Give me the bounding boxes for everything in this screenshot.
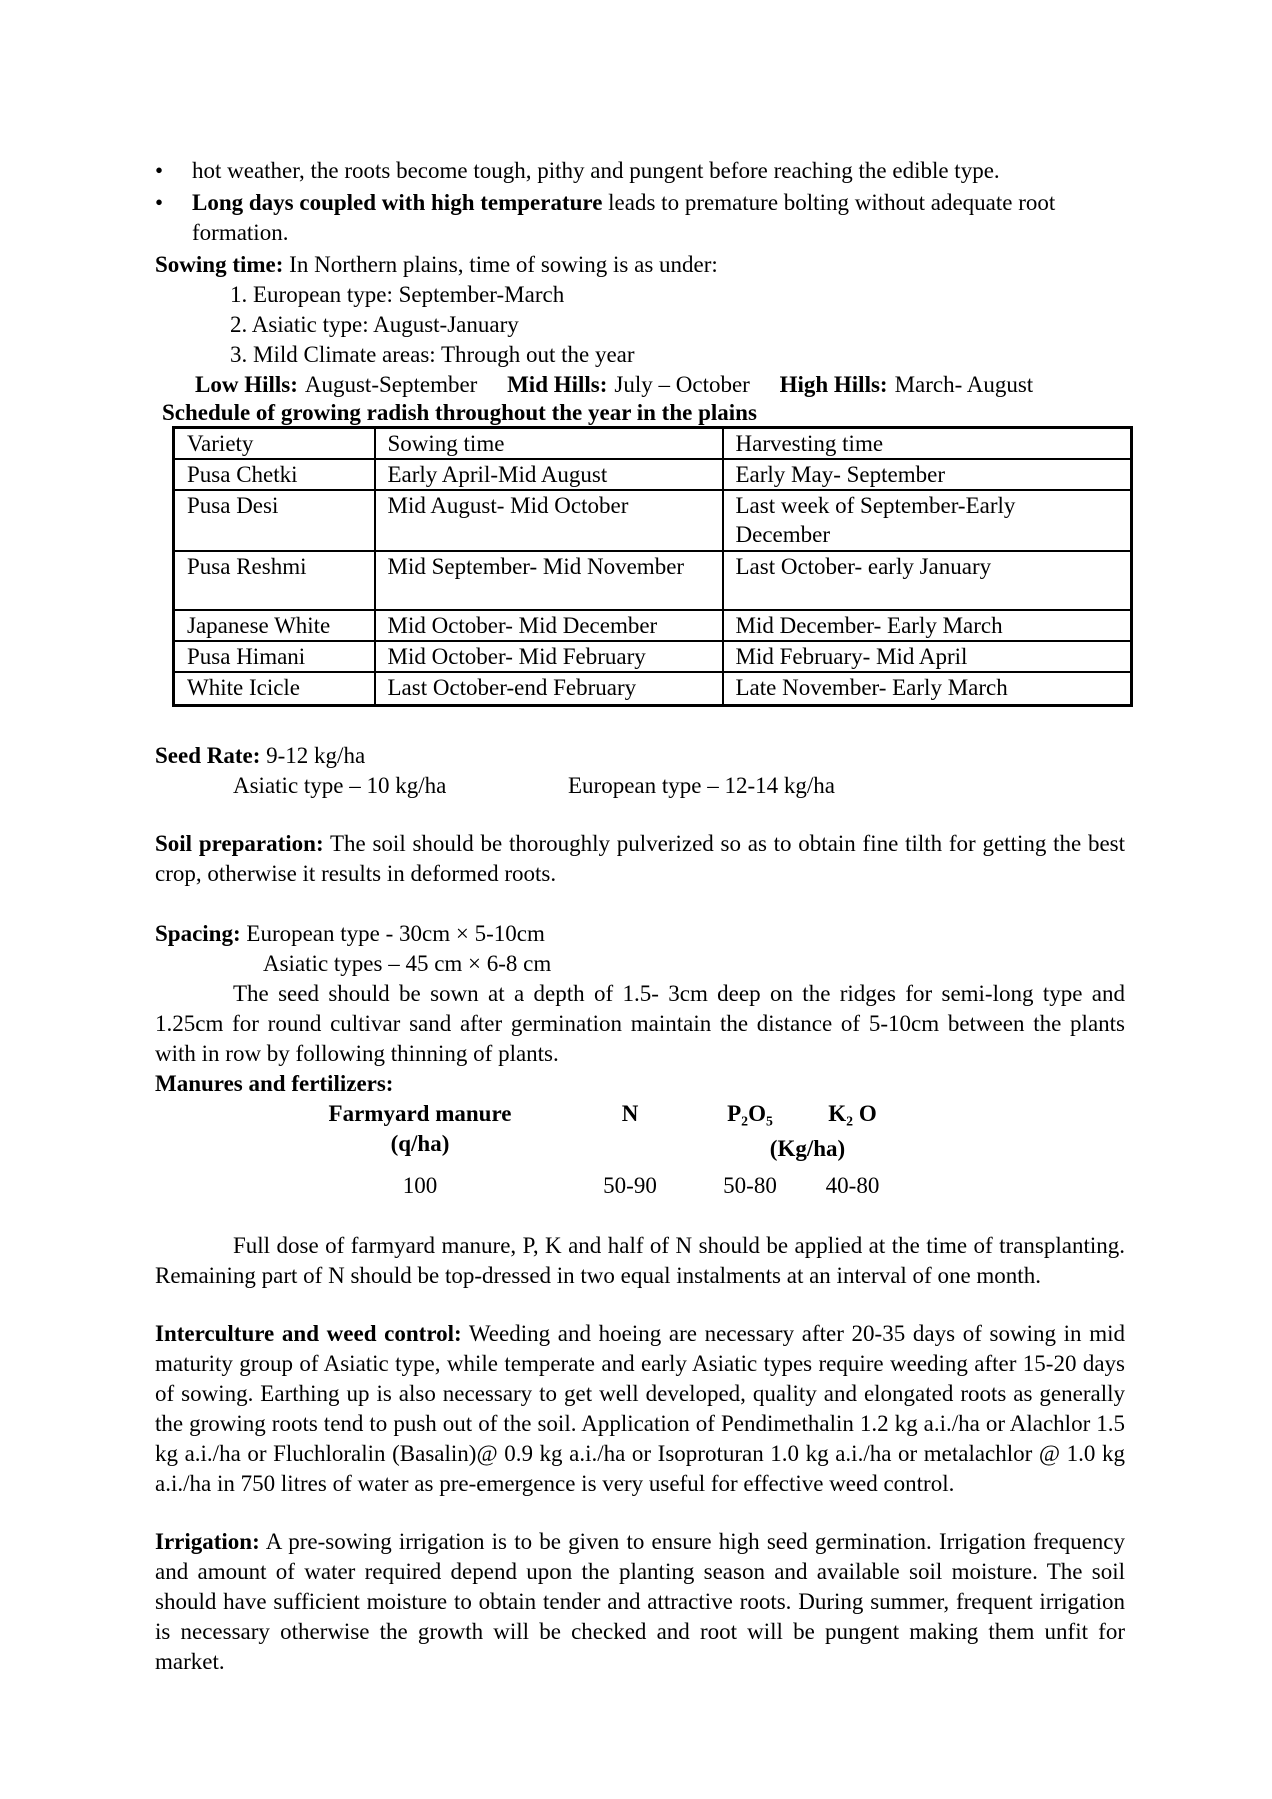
bullet-icon: • — [155, 190, 164, 215]
table-cell: Early May- September — [723, 459, 1132, 490]
manures-heading: Manures and fertilizers: — [155, 1070, 394, 1096]
table-cell: Mid August- Mid October — [375, 490, 723, 551]
seed-rate-line — [155, 741, 1125, 771]
table-cell: Mid October- Mid February — [375, 641, 723, 672]
table-cell: Last October- early January — [723, 551, 1132, 610]
sowing-time-text: In Northern plains, time of sowing is as under: — [283, 252, 718, 277]
fertilizer-header-row — [155, 1099, 1125, 1129]
high-hills-value: March- August — [894, 372, 1034, 397]
table-cell: Early April-Mid August — [375, 459, 723, 490]
seed-rate-value: 9-12 kg/ha — [260, 742, 366, 768]
table-row — [174, 459, 1132, 490]
table-cell: White Icicle — [174, 672, 375, 705]
table-row — [174, 641, 1132, 672]
k2o-value: 40-80 — [825, 1172, 880, 1198]
header-variety: Variety — [174, 428, 375, 460]
seed-rate-european: European type – 12-14 kg/ha — [568, 772, 835, 798]
spacing-european: European type - 30cm × 5-10cm — [240, 920, 545, 946]
high-hills-label: High Hills: — [779, 372, 888, 397]
interculture-label: Interculture and weed control: — [155, 1320, 462, 1346]
soil-preparation-text: The soil should be thoroughly pulverized so as to obtain fine tilth for getting the best crop, otherwise it results in deformed roots. — [155, 830, 1125, 886]
seed-rate-block — [155, 741, 1125, 801]
seed-rate-label: Seed Rate: — [155, 742, 261, 768]
table-cell: Mid October- Mid December — [375, 610, 723, 641]
table-cell: Pusa Himani — [174, 641, 375, 672]
n-header: N — [621, 1100, 639, 1126]
spacer — [555, 1129, 705, 1159]
bullet-item — [155, 188, 1125, 248]
table-cell: Mid September- Mid November — [375, 551, 723, 610]
interculture-paragraph — [155, 1319, 1125, 1499]
high-hills-pair — [780, 372, 1034, 397]
sowing-time-heading — [155, 250, 1125, 280]
seed-rate-asiatic: Asiatic type – 10 kg/ha — [233, 772, 447, 798]
p2o5-value: 50-80 — [723, 1172, 777, 1198]
fertilizer-units-row — [155, 1129, 1125, 1159]
schedule-table — [172, 426, 1133, 707]
fym-header: Farmyard manure — [328, 1100, 512, 1126]
interculture-text: Weeding and hoeing are necessary after 20-35 days of sowing in mid maturity group of Asiatic type, while temperate and early Asiatic types require weeding after 15-20 days of sowing. Earthing up is also necessary to get well developed, quality and elongated roots as generally the growing roots tend to push out of the soil. Application of Pendimethalin 1.2 kg a.i./ha or Alachlor 1.5 kg a.i./ha or Fluchloralin (Basalin)@ 0.9 kg a.i./ha or Isoproturan 1.0 kg a.i./ha or metalachlor @ 1.0 kg a.i./ha in 750 litres of water as pre-emergence is very useful for effective weed control. — [155, 1320, 1125, 1496]
table-row — [174, 672, 1132, 705]
bullet-plain-text: leads to premature bolting without adequate root formation. — [192, 190, 1056, 245]
bullet-icon: • — [155, 158, 164, 183]
bullet-bold-text: Long days coupled with high temperature — [192, 190, 603, 215]
table-cell: Mid December- Early March — [723, 610, 1132, 641]
schedule-title: Schedule of growing radish throughout the year in the plains — [162, 400, 757, 425]
table-cell: Pusa Chetki — [174, 459, 375, 490]
mid-hills-label: Mid Hills: — [507, 372, 608, 397]
header-harvesting-time: Harvesting time — [723, 428, 1132, 460]
sowing-list-item: 1. European type: September-March — [230, 282, 565, 307]
bullet-text — [192, 156, 1125, 186]
table-row — [174, 610, 1132, 641]
spacing-line-2: Asiatic types – 45 cm × 6-8 cm — [263, 950, 552, 976]
spacing-block — [155, 919, 1125, 1069]
table-cell: Last October-end February — [375, 672, 723, 705]
table-cell: Pusa Reshmi — [174, 551, 375, 610]
table-header-row — [174, 428, 1132, 460]
k2o-header: K₂ O — [828, 1100, 877, 1126]
table-cell: Japanese White — [174, 610, 375, 641]
n-value: 50-90 — [603, 1172, 657, 1198]
sowing-time-label: Sowing time: — [155, 252, 284, 277]
seed-rate-types-line — [155, 771, 1125, 801]
fym-unit: (q/ha) — [390, 1130, 450, 1156]
irrigation-text: A pre-sowing irrigation is to be given to ensure high seed germination. Irrigation frequency and amount of water required depend upon the planting season and available soil moisture. The soil should have sufficient moisture to obtain tender and attractive roots. During summer, frequent irrigation is necessary otherwise the growth will be checked and root will be pungent making them unfit for market. — [155, 1528, 1125, 1674]
table-row — [174, 551, 1132, 610]
irrigation-label: Irrigation: — [155, 1528, 260, 1554]
bullet-plain-text: hot weather, the roots become tough, pithy and pungent before reaching the edible type. — [192, 158, 1000, 183]
mid-hills-pair — [507, 372, 750, 397]
table-cell: Pusa Desi — [174, 490, 375, 551]
hills-line — [155, 370, 1125, 400]
table-cell: Last week of September-Early December — [723, 490, 1132, 551]
soil-preparation-paragraph — [155, 829, 1125, 889]
low-hills-label: Low Hills: — [195, 372, 298, 397]
fertilizer-table — [155, 1099, 1125, 1201]
bullet-text — [192, 188, 1125, 248]
sowing-list-item: 2. Asiatic type: August-January — [230, 312, 519, 337]
header-sowing-time: Sowing time — [375, 428, 723, 460]
fym-value: 100 — [402, 1172, 438, 1198]
mid-hills-value: July – October — [614, 372, 750, 397]
irrigation-paragraph — [155, 1527, 1125, 1677]
table-cell: Mid February- Mid April — [723, 641, 1132, 672]
table-cell: Late November- Early March — [723, 672, 1132, 705]
low-hills-pair — [195, 372, 477, 397]
fertilizer-values-row — [155, 1171, 1125, 1201]
table-row — [174, 490, 1132, 551]
full-dose-paragraph: Full dose of farmyard manure, P, K and half of N should be applied at the time of transplanting. Remaining part of N should be top-dressed in two equal instalments at an interval of one month. — [155, 1232, 1125, 1288]
sowing-list-item: 3. Mild Climate areas: Through out the year — [230, 342, 635, 367]
p2o5-header: P₂O₅ — [727, 1100, 773, 1126]
bullet-item — [155, 156, 1125, 186]
npk-unit: (Kg/ha) — [769, 1135, 846, 1161]
spacing-label: Spacing: — [155, 920, 241, 946]
low-hills-value: August-September — [304, 372, 478, 397]
spacing-paragraph: The seed should be sown at a depth of 1.5- 3cm deep on the ridges for semi-long type and 1.25cm for round cultivar sand after germination maintain the distance of 5-10cm between the plants with in row by following thinning of plants. — [155, 980, 1125, 1066]
soil-preparation-label: Soil preparation: — [155, 830, 324, 856]
spacing-line-1 — [155, 919, 1125, 949]
